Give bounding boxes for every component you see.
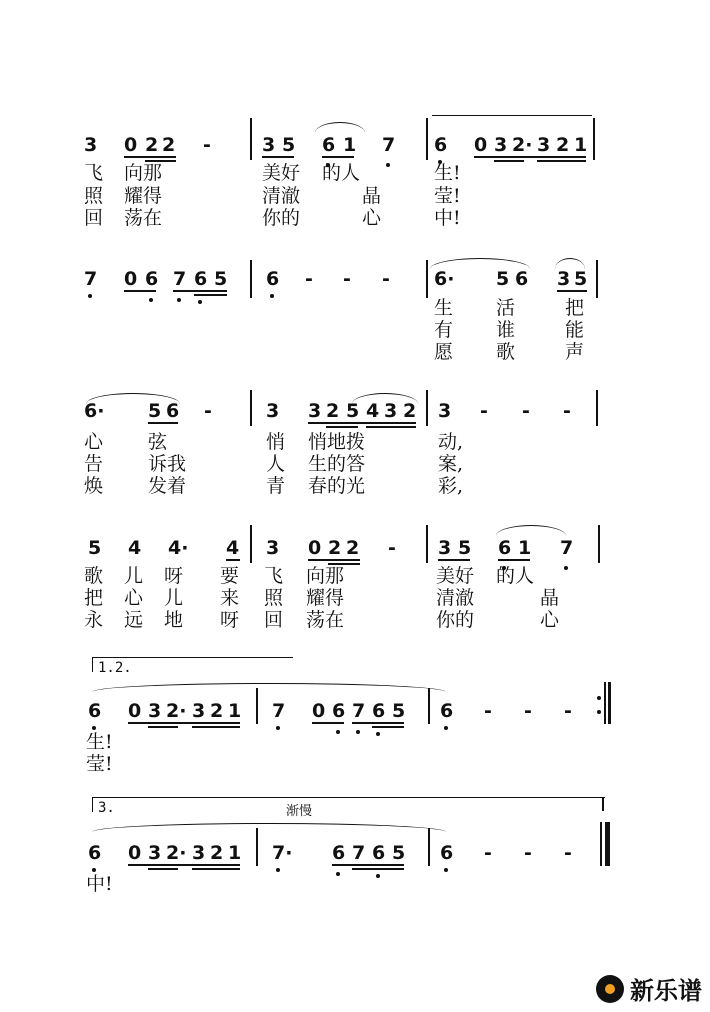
note: 6· xyxy=(434,268,455,290)
lyric: 歌 xyxy=(84,565,104,587)
lyric: 青 xyxy=(266,475,286,497)
note: 6 xyxy=(322,134,336,156)
lyric: 要 xyxy=(220,565,240,587)
note: 6 xyxy=(166,400,180,422)
vinyl-record-icon xyxy=(596,975,624,1003)
note: 3 xyxy=(262,134,276,156)
note: - xyxy=(388,537,396,559)
lyric: 心 xyxy=(124,587,144,609)
note: 4· xyxy=(168,537,189,559)
note: 0 xyxy=(474,134,488,156)
barline xyxy=(426,118,428,160)
lyric: 向那 xyxy=(124,162,163,184)
note: - xyxy=(203,134,211,156)
note: 5 xyxy=(346,400,360,422)
note: 7 xyxy=(173,268,187,290)
lyric: 心 xyxy=(362,207,382,229)
note: - xyxy=(382,268,390,290)
barline xyxy=(250,525,252,563)
note: 0 xyxy=(308,537,322,559)
note: 0 xyxy=(128,700,142,722)
lyric: 耀得 xyxy=(306,587,345,609)
note: 3 xyxy=(308,400,322,422)
note: 6· xyxy=(84,400,105,422)
lyric: 能 xyxy=(565,319,585,341)
note: 3 xyxy=(438,400,452,422)
note: 3 xyxy=(537,134,551,156)
site-logo xyxy=(596,971,702,1006)
lyric: 回 xyxy=(84,207,104,229)
lyric: 悄地拨 xyxy=(308,431,366,453)
lyric: 心 xyxy=(540,609,560,631)
note: 3 xyxy=(266,400,280,422)
barline xyxy=(256,688,258,724)
note: 2 xyxy=(326,400,340,422)
lyric: 告 xyxy=(84,453,104,475)
lyric: 永 xyxy=(84,609,104,631)
note: 3 xyxy=(266,537,280,559)
lyric: 耀得 xyxy=(124,185,163,207)
lyric: 谁 xyxy=(496,319,516,341)
lyric: 中! xyxy=(434,207,461,229)
lyric: 飞 xyxy=(84,162,104,184)
lyric: 愿 xyxy=(434,341,454,363)
note: 1 xyxy=(574,134,588,156)
note: - xyxy=(480,400,488,422)
note: 3 xyxy=(438,537,452,559)
lyric: 莹! xyxy=(86,753,113,775)
lyric: 案, xyxy=(438,453,464,475)
lyric: 来 xyxy=(220,587,240,609)
slur xyxy=(92,823,446,832)
note: 1 xyxy=(228,842,242,864)
lyric: 你的 xyxy=(436,609,475,631)
lyric: 照 xyxy=(264,587,284,609)
lyric: 照 xyxy=(84,185,104,207)
note: 3 xyxy=(84,134,98,156)
barline xyxy=(604,682,606,724)
lyric: 晶 xyxy=(362,185,382,207)
barline xyxy=(596,390,598,426)
note: 2 xyxy=(210,842,224,864)
note: 6 xyxy=(194,268,208,290)
note: 2 xyxy=(210,700,224,722)
barline xyxy=(256,828,258,866)
note: - xyxy=(563,400,571,422)
note: - xyxy=(564,842,572,864)
lyric: 晶 xyxy=(540,587,560,609)
note: 5 xyxy=(282,134,296,156)
lyric: 清澈 xyxy=(436,587,475,609)
volta-label: 1.2. xyxy=(98,660,132,676)
note: 2· xyxy=(512,134,533,156)
barline xyxy=(598,525,600,563)
lyric: 荡在 xyxy=(306,609,345,631)
lyric: 人 xyxy=(266,453,286,475)
slur xyxy=(92,683,446,692)
lyric: 彩, xyxy=(438,475,464,497)
note: 2 xyxy=(328,537,342,559)
note: 5 xyxy=(574,268,588,290)
note: 6 xyxy=(266,268,280,290)
lyric: 活 xyxy=(496,297,516,319)
note: 3 xyxy=(192,842,206,864)
phrase-bracket xyxy=(432,115,592,130)
note: 5 xyxy=(392,700,406,722)
note: - xyxy=(524,842,532,864)
note: 0 xyxy=(124,134,138,156)
barline xyxy=(428,688,430,724)
lyric: 诉我 xyxy=(148,453,187,475)
lyric: 歌 xyxy=(496,341,516,363)
lyric: 心 xyxy=(84,431,104,453)
barline xyxy=(605,822,610,866)
volta-label: 3. xyxy=(98,800,115,816)
lyric: 中! xyxy=(86,873,113,895)
note: 3 xyxy=(557,268,571,290)
lyric: 莹! xyxy=(434,185,461,207)
note: 2· xyxy=(166,842,187,864)
lyric: 悄 xyxy=(266,431,286,453)
lyric: 生的答 xyxy=(308,453,366,475)
note: 4 xyxy=(366,400,380,422)
lyric: 你的 xyxy=(262,207,301,229)
note: 6 xyxy=(440,842,454,864)
volta-bracket xyxy=(92,797,605,812)
barline xyxy=(596,260,598,298)
note: 7· xyxy=(272,842,293,864)
barline xyxy=(426,525,428,563)
lyric: 动, xyxy=(438,431,464,453)
barline xyxy=(426,260,428,298)
lyric: 的人 xyxy=(322,162,361,184)
slur xyxy=(496,525,566,536)
note: 7 xyxy=(382,134,396,156)
note: 6 xyxy=(88,700,102,722)
barline xyxy=(608,682,611,724)
lyric: 回 xyxy=(264,609,284,631)
lyric: 向那 xyxy=(306,565,345,587)
lyric: 生 xyxy=(434,297,454,319)
lyric: 儿 xyxy=(124,565,144,587)
lyric: 发着 xyxy=(148,475,187,497)
note: 7 xyxy=(560,537,574,559)
barline xyxy=(250,118,252,160)
note: - xyxy=(524,700,532,722)
note: 6 xyxy=(332,700,346,722)
lyric: 的人 xyxy=(496,565,535,587)
lyric: 生! xyxy=(434,162,461,184)
note: - xyxy=(484,842,492,864)
note: - xyxy=(204,400,212,422)
lyric: 儿 xyxy=(164,587,184,609)
note: 3 xyxy=(494,134,508,156)
note: 5 xyxy=(496,268,510,290)
note: 3 xyxy=(192,700,206,722)
lyric: 把 xyxy=(84,587,104,609)
note: 1 xyxy=(343,134,357,156)
lyric: 地 xyxy=(164,609,184,631)
lyric: 春的光 xyxy=(308,475,366,497)
slur xyxy=(315,122,365,133)
note: - xyxy=(522,400,530,422)
note: 5 xyxy=(148,400,162,422)
lyric: 声 xyxy=(565,341,585,363)
note: 0 xyxy=(128,842,142,864)
tempo-mark: 渐慢 xyxy=(286,804,313,819)
note: 6 xyxy=(440,700,454,722)
lyric: 美好 xyxy=(436,565,475,587)
note: 6 xyxy=(88,842,102,864)
barline xyxy=(250,390,252,426)
note: - xyxy=(564,700,572,722)
note: 6 xyxy=(498,537,512,559)
note: 7 xyxy=(352,700,366,722)
note: - xyxy=(305,268,313,290)
note: 2 xyxy=(162,134,176,156)
note: 3 xyxy=(148,842,162,864)
note: 3 xyxy=(384,400,398,422)
lyric: 生! xyxy=(86,731,113,753)
note: 6 xyxy=(372,842,386,864)
barline xyxy=(600,822,602,866)
note: - xyxy=(343,268,351,290)
lyric: 呀 xyxy=(220,609,240,631)
lyric: 清澈 xyxy=(262,185,301,207)
note: 6 xyxy=(372,700,386,722)
barline xyxy=(250,260,252,298)
lyric: 远 xyxy=(124,609,144,631)
lyric: 飞 xyxy=(264,565,284,587)
note: 5 xyxy=(392,842,406,864)
logo-text: 新乐谱 xyxy=(630,977,702,1005)
note: 0 xyxy=(124,268,138,290)
lyric: 弦 xyxy=(148,431,168,453)
lyric: 有 xyxy=(434,319,454,341)
note: 7 xyxy=(352,842,366,864)
note: 1 xyxy=(518,537,532,559)
lyric: 把 xyxy=(565,297,585,319)
barline xyxy=(428,828,430,866)
note: 5 xyxy=(88,537,102,559)
note: 6 xyxy=(145,268,159,290)
lyric: 荡在 xyxy=(124,207,163,229)
note: 6 xyxy=(515,268,529,290)
note: 2 xyxy=(145,134,159,156)
note: 2 xyxy=(403,400,417,422)
note: 7 xyxy=(84,268,98,290)
note: 4 xyxy=(128,537,142,559)
note: 4 xyxy=(226,537,240,559)
note: 2 xyxy=(556,134,570,156)
note: 3 xyxy=(148,700,162,722)
note: 5 xyxy=(214,268,228,290)
lyric: 美好 xyxy=(262,162,301,184)
lyric: 焕 xyxy=(84,475,104,497)
note: 0 xyxy=(312,700,326,722)
barline xyxy=(593,118,595,160)
barline xyxy=(426,390,428,426)
note: 1 xyxy=(228,700,242,722)
note: 2· xyxy=(166,700,187,722)
note: 7 xyxy=(272,700,286,722)
note: 5 xyxy=(458,537,472,559)
note: 6 xyxy=(434,134,448,156)
note: 2 xyxy=(346,537,360,559)
lyric: 呀 xyxy=(164,565,184,587)
note: - xyxy=(484,700,492,722)
note: 6 xyxy=(332,842,346,864)
